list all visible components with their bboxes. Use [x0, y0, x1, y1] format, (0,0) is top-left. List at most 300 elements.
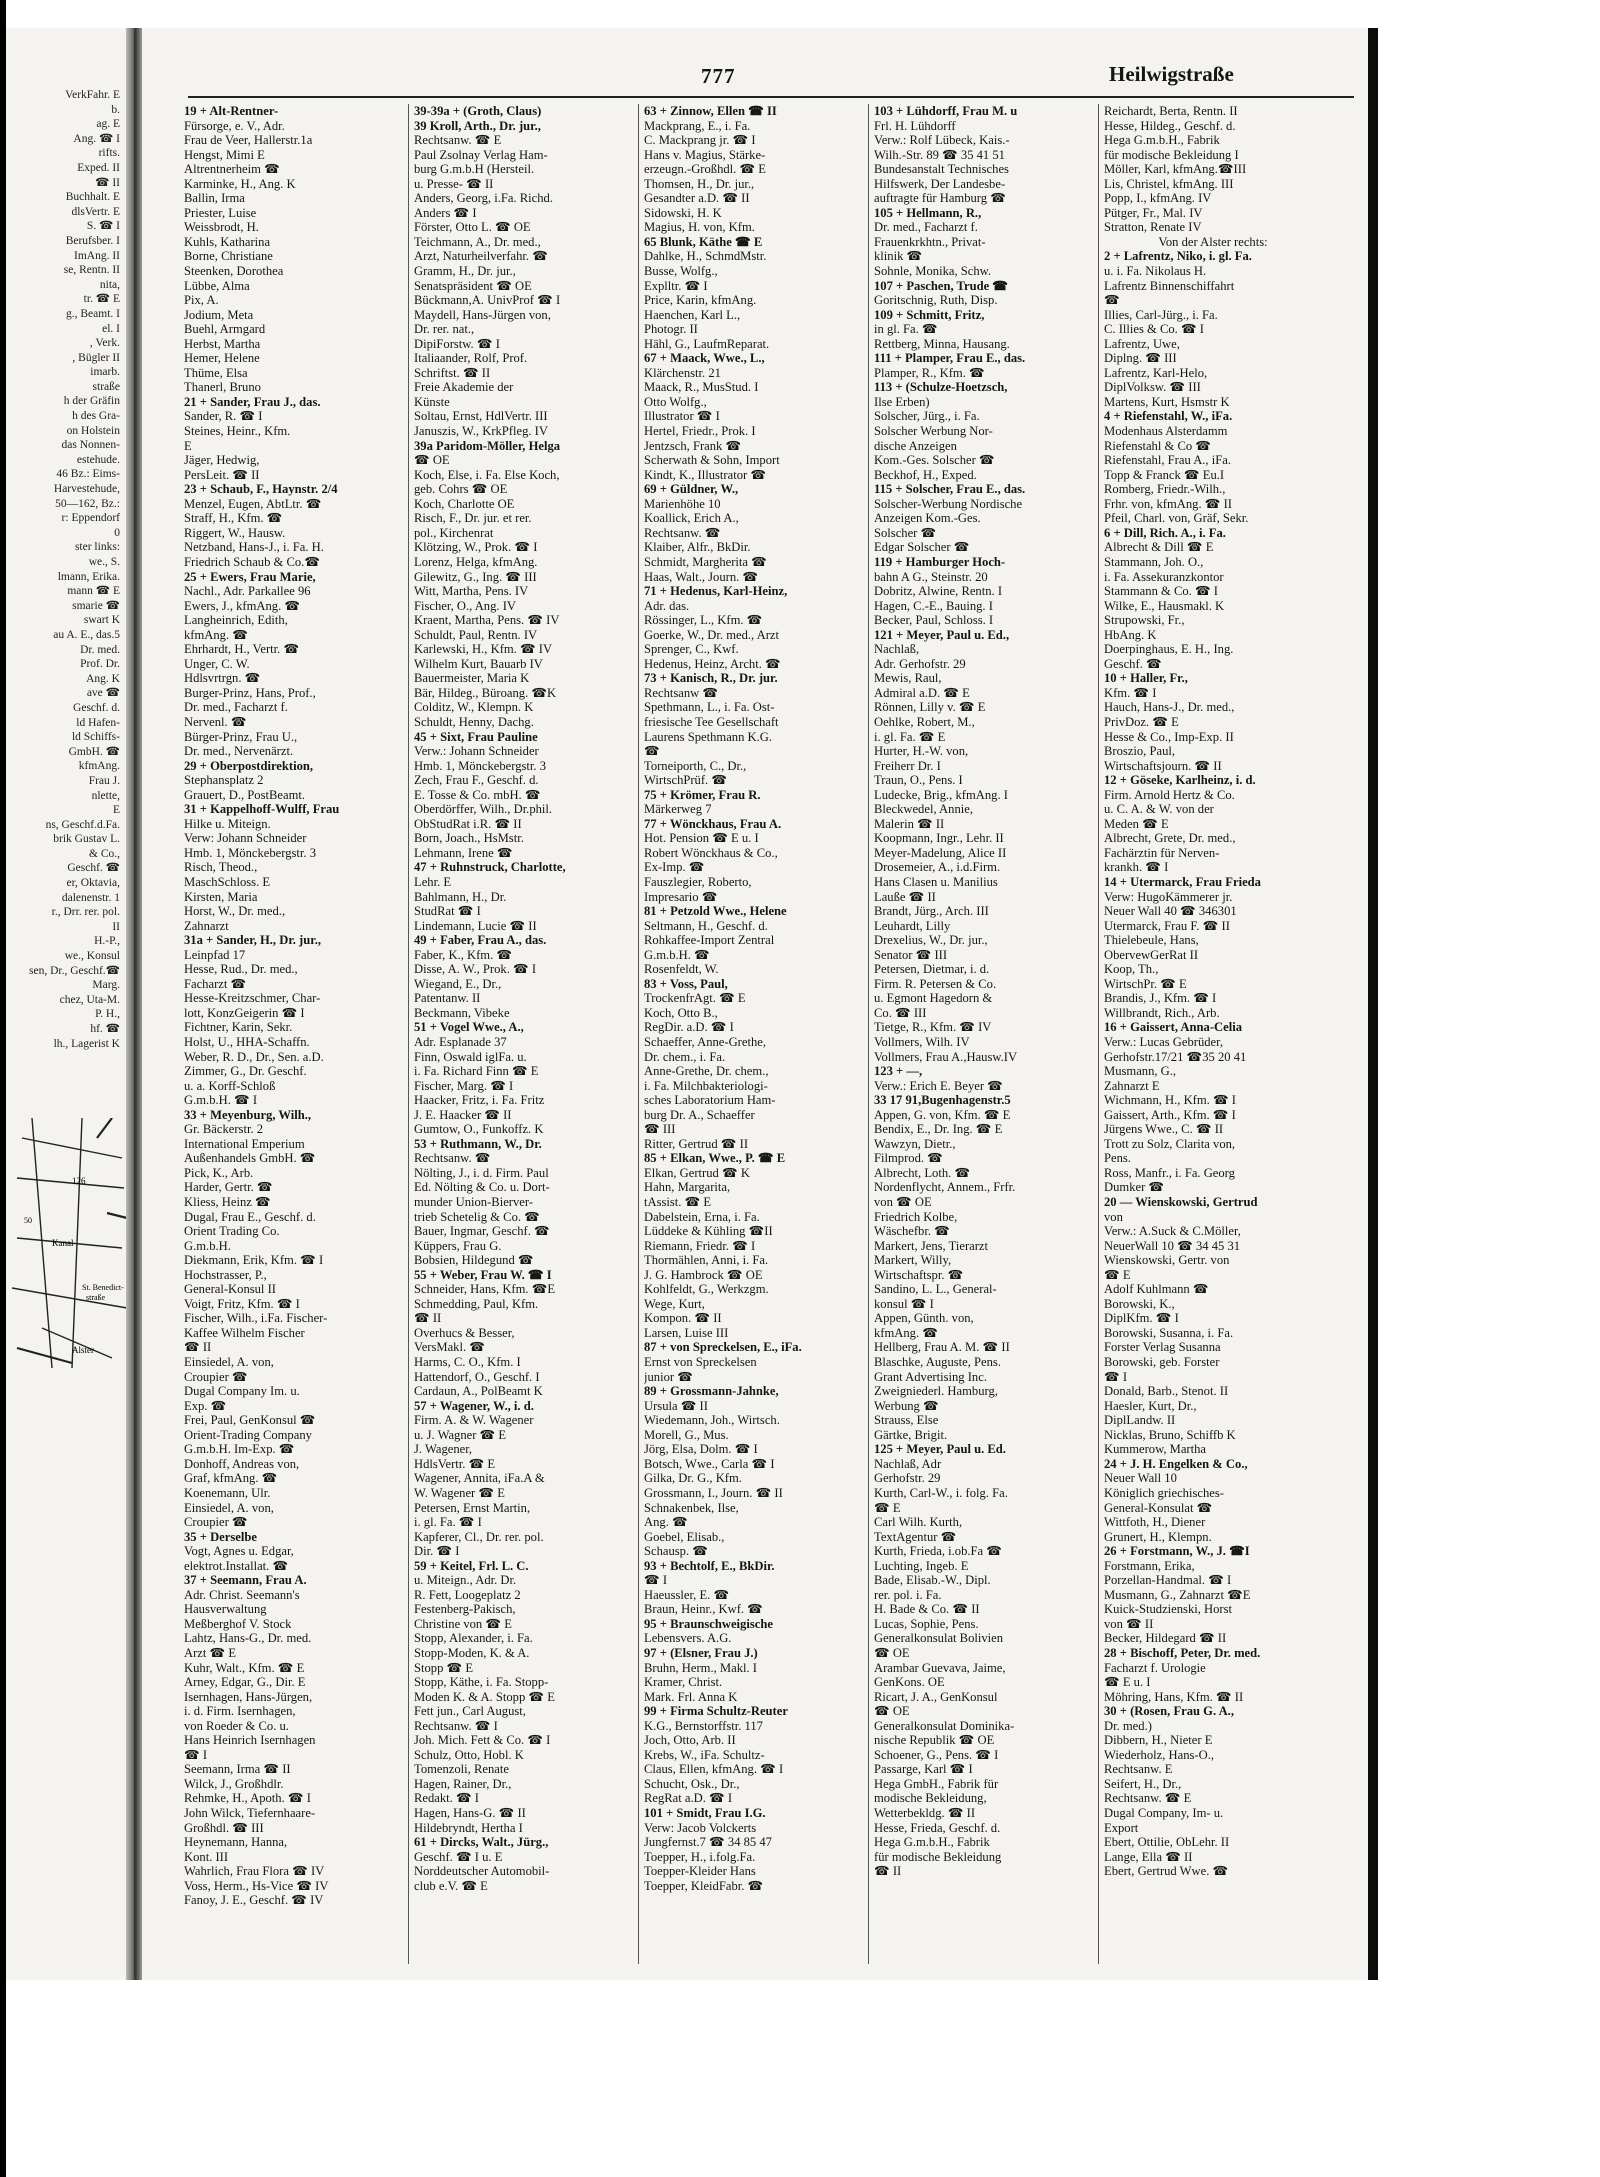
previous-page-line: das Nonnen-: [61, 439, 120, 452]
directory-entry-line: Dugal, Frau E., Geschf. d.: [184, 1209, 316, 1224]
previous-page-line: Buchhalt. E: [65, 191, 120, 204]
directory-entry-line: Toepper, H., i.folg.Fa.: [644, 1849, 756, 1864]
directory-column-2: [414, 104, 632, 1974]
directory-entry-line: Nervenl. ☎: [184, 714, 247, 729]
directory-entry-line: Reichardt, Berta, Rentn. II: [1104, 104, 1238, 118]
directory-entry-line: Firm. A. & W. Wagener: [414, 1413, 534, 1428]
previous-page-line: r: Eppendorf: [61, 512, 120, 525]
directory-entry-line: ☎ I: [644, 1573, 668, 1588]
directory-entry-line: Grauert, D., PostBeamt.: [184, 787, 306, 802]
directory-entry-line: sches Laboratorium Ham-: [644, 1093, 776, 1108]
directory-entry-line: Riefenstahl & Co ☎: [1104, 438, 1211, 453]
directory-entry-line: Thormählen, Anni, i. Fa.: [644, 1253, 769, 1268]
directory-entry-line: ☎ OE: [874, 1704, 910, 1719]
directory-entry-line: Wilke, E., Hausmakl. K: [1104, 598, 1225, 613]
directory-entry-line: Kummerow, Martha: [1104, 1442, 1207, 1457]
directory-entry-line: Finn, Oswald iglFa. u.: [414, 1049, 527, 1064]
directory-entry-line: 6 + Dill, Rich. A., i. Fa.: [1104, 525, 1226, 540]
directory-entry-line: Dumker ☎: [1104, 1180, 1165, 1195]
directory-entry-line: 39a Paridom-Möller, Helga: [414, 438, 561, 453]
directory-entry-line: Dugal Company Im. u.: [184, 1384, 300, 1399]
directory-entry-line: 35 + Derselbe: [184, 1529, 257, 1544]
directory-entry-line: Frl. H. Lühdorff: [874, 118, 956, 133]
directory-entry-line: Croupier ☎: [184, 1369, 248, 1384]
directory-entry-line: G.m.b.H. ☎ I: [184, 1093, 258, 1108]
directory-entry-line: Buehl, Armgard: [184, 322, 266, 337]
directory-entry-line: TrockenfrAgt. ☎ E: [644, 991, 746, 1006]
directory-entry-line: Ross, Manfr., i. Fa. Georg: [1104, 1165, 1235, 1180]
directory-entry-line: Borne, Christiane: [184, 249, 273, 264]
directory-entry-line: 123 + —,: [874, 1064, 923, 1079]
directory-entry-line: Donald, Barb., Stenot. II: [1104, 1384, 1229, 1399]
street-map-inset: [12, 1118, 132, 1368]
directory-entry-line: 87 + von Spreckelsen, E., iFa.: [644, 1340, 802, 1355]
directory-entry-line: Joch, Otto, Arb. II: [644, 1733, 736, 1748]
directory-entry-line: 115 + Solscher, Frau E., das.: [874, 482, 1026, 497]
previous-page-line: chez, Uta-M.: [59, 993, 120, 1006]
directory-entry-line: Dobritz, Alwine, Rentn. I: [874, 584, 1003, 599]
directory-entry-line: Wirtschaftspr. ☎: [874, 1267, 964, 1282]
directory-entry-line: Friedrich Schaub & Co.☎: [184, 554, 321, 569]
directory-entry-line: Gumtow, O., Funkoffz. K: [414, 1122, 544, 1137]
directory-entry-line: Freie Akademie der: [414, 380, 514, 395]
directory-entry-line: Sander, R. ☎ I: [184, 409, 263, 424]
directory-entry-line: 111 + Plamper, Frau E., das.: [874, 351, 1026, 366]
directory-entry-line: Haas, Walt., Journ. ☎: [644, 569, 759, 584]
directory-entry-line: Bückmann,A. UnivProf ☎ I: [414, 293, 561, 308]
previous-page-line: E: [112, 804, 120, 817]
directory-entry-line: ☎ II: [874, 1864, 902, 1879]
directory-entry-line: Firm. Arnold Hertz & Co.: [1104, 787, 1235, 802]
directory-entry-line: Mark. Frl. Anna K: [644, 1689, 738, 1704]
directory-entry-line: Gilewitz, G., Ing. ☎ III: [414, 569, 537, 584]
directory-entry-line: Kapferer, Cl., Dr. rer. pol.: [414, 1529, 544, 1544]
directory-entry-line: Neuer Wall 10: [1104, 1471, 1177, 1486]
directory-entry-line: Elkan, Gertrud ☎ K: [644, 1165, 750, 1180]
directory-entry-line: Rechtsanw. ☎ E: [1104, 1791, 1192, 1806]
directory-entry-line: Bruhn, Herm., Makl. I: [644, 1660, 757, 1675]
directory-entry-line: 24 + J. H. Engelken & Co.,: [1104, 1456, 1248, 1471]
directory-entry-line: Sandino, L. L., General-: [874, 1282, 997, 1297]
directory-entry-line: Kliess, Heinz ☎: [184, 1195, 271, 1210]
directory-entry-line: Wienskowski, Gertr. von: [1104, 1253, 1230, 1268]
directory-entry-line: 61 + Dircks, Walt., Jürg.,: [414, 1835, 549, 1850]
directory-entry-line: Koop, Th.,: [1104, 962, 1159, 977]
directory-entry-line: Koch, Else, i. Fa. Else Koch,: [414, 467, 560, 482]
directory-entry-line: Hesse, Frieda, Geschf. d.: [874, 1820, 1001, 1835]
directory-entry-line: i. gl. Fa. ☎ E: [874, 729, 946, 744]
directory-entry-line: Norddeutscher Automobil-: [414, 1864, 550, 1879]
directory-entry-line: Klaiber, Alfr., BkDir.: [644, 540, 751, 555]
directory-entry-line: 10 + Haller, Fr.,: [1104, 671, 1188, 686]
directory-entry-line: rer. pol. i. Fa.: [874, 1587, 942, 1602]
directory-entry-line: 39-39a + (Groth, Claus): [414, 104, 542, 118]
directory-entry-line: von ☎ II: [1104, 1616, 1154, 1631]
directory-entry-line: 53 + Ruthmann, W., Dr.: [414, 1136, 542, 1151]
directory-entry-line: Nachlaß, Adr: [874, 1456, 942, 1471]
directory-entry-line: Porzellan-Handmal. ☎ I: [1104, 1573, 1232, 1588]
directory-entry-line: Koopmann, Ingr., Lehr. II: [874, 831, 1004, 846]
previous-page-line: dalenenstr. 1: [61, 891, 120, 904]
directory-entry-line: Rechtsanw. E: [1104, 1762, 1173, 1777]
page-number: 777: [701, 64, 736, 88]
directory-entry-line: elektrot.Installat. ☎: [184, 1558, 289, 1573]
previous-page-line: imarb.: [90, 366, 120, 379]
directory-entry-line: Verw: HugoKämmerer jr.: [1104, 889, 1233, 904]
directory-entry-line: Orient-Trading Company: [184, 1427, 312, 1442]
directory-entry-line: Dibbern, H., Nieter E: [1104, 1733, 1213, 1748]
previous-page-line: GmbH. ☎: [68, 745, 120, 758]
directory-entry-line: Admiral a.D. ☎ E: [874, 685, 970, 700]
header-rule: [188, 96, 1354, 98]
directory-entry-line: Leinpfad 17: [184, 947, 246, 962]
directory-entry-line: Sohnle, Monika, Schw.: [874, 264, 992, 279]
directory-entry-line: Rechtsanw. ☎: [644, 525, 721, 540]
directory-entry-line: Schriftst. ☎ II: [414, 365, 491, 380]
directory-entry-line: NeuerWall 10 ☎ 34 45 31: [1104, 1238, 1241, 1253]
directory-entry-line: Pütger, Fr., Mal. IV: [1104, 205, 1203, 220]
directory-entry-line: Verw.: Rolf Lübeck, Kais.-: [874, 133, 1010, 148]
directory-entry-line: DiplKfm. ☎ I: [1104, 1311, 1179, 1326]
directory-entry-line: lott, KonzGeigerin ☎ I: [184, 1005, 305, 1020]
directory-entry-line: Gesandter a.D. ☎ II: [644, 191, 750, 206]
directory-entry-line: Bundesanstalt Technisches: [874, 162, 1009, 177]
directory-entry-line: Lafrentz, Uwe,: [1104, 336, 1180, 351]
previous-page-line: Exped. II: [77, 161, 120, 174]
directory-entry-line: Solscher, Jürg., i. Fa.: [874, 409, 980, 424]
directory-entry-line: Hilke u. Miteign.: [184, 816, 271, 831]
directory-entry-line: 2 + Lafrentz, Niko, i. gl. Fa.: [1104, 249, 1252, 264]
directory-entry-line: Großhdl. ☎ III: [184, 1820, 264, 1835]
directory-entry-line: Illustrator ☎ I: [644, 409, 720, 424]
directory-entry-line: Verw.: Erich E. Beyer ☎: [874, 1078, 1003, 1093]
directory-entry-line: VersMakl. ☎: [414, 1340, 485, 1355]
directory-entry-line: Kuick-Studzienski, Horst: [1104, 1602, 1233, 1617]
directory-entry-line: Dr. med., Nervenärzt.: [184, 744, 294, 759]
directory-entry-line: Außenhandels GmbH. ☎: [184, 1151, 316, 1166]
directory-entry-line: Beckmann, Vibeke: [414, 1005, 510, 1020]
directory-entry-line: Marienhöhe 10: [644, 496, 721, 511]
directory-entry-line: Moden K. & A. Stopp ☎ E: [414, 1689, 555, 1704]
directory-entry-line: 81 + Petzold Wwe., Helene: [644, 904, 787, 919]
previous-page-line: P. H.,: [95, 1008, 120, 1021]
directory-entry-line: Nordenflycht, Annem., Frfr.: [874, 1180, 1016, 1195]
directory-entry-line: Risch, F., Dr. jur. et rer.: [414, 511, 532, 526]
directory-entry-line: Haacker, Fritz, i. Fa. Fritz: [414, 1093, 545, 1108]
directory-entry-line: Schucht, Osk., Dr.,: [644, 1776, 740, 1791]
directory-entry-line: J. Wagener,: [414, 1442, 473, 1457]
directory-entry-line: u. a. Korff-Schloß: [184, 1078, 276, 1093]
directory-entry-line: Price, Karin, kfmAng.: [644, 293, 757, 308]
directory-entry-line: Schoener, G., Pens. ☎ I: [874, 1747, 999, 1762]
directory-entry-line: Ludecke, Brig., kfmAng. I: [874, 787, 1008, 802]
directory-entry-line: Thüme, Elsa: [184, 365, 248, 380]
directory-entry-line: RegDir. a.D. ☎ I: [644, 1020, 734, 1035]
directory-entry-line: Hmb. 1, Mönckebergstr. 3: [414, 758, 546, 773]
directory-entry-line: Lahtz, Hans-G., Dr. med.: [184, 1631, 312, 1646]
directory-entry-line: Hans v. Magius, Stärke-: [644, 147, 766, 162]
directory-entry-line: Altrentnerheim ☎: [184, 162, 280, 177]
directory-entry-line: 33 17 91,Bugenhagenstr.5: [874, 1093, 1011, 1108]
directory-entry-line: Hähl, G., LaufmReparat.: [644, 336, 770, 351]
directory-entry-line: i. Fa. Richard Finn ☎ E: [414, 1064, 539, 1079]
directory-entry-line: Jungfernst.7 ☎ 34 85 47: [644, 1835, 772, 1850]
directory-entry-line: Kramer, Christ.: [644, 1675, 723, 1690]
directory-entry-line: Nölting, J., i. d. Firm. Paul: [414, 1165, 549, 1180]
directory-entry-line: Fichtner, Karin, Sekr.: [184, 1020, 293, 1035]
directory-entry-line: nische Republik ☎ OE: [874, 1733, 995, 1748]
directory-entry-line: 25 + Ewers, Frau Marie,: [184, 569, 316, 584]
directory-entry-line: Dabelstein, Erna, i. Fa.: [644, 1209, 760, 1224]
directory-entry-line: Karminke, H., Ang. K: [184, 176, 296, 191]
directory-entry-line: Holst, U., HHA-Schaffn.: [184, 1035, 310, 1049]
directory-entry-line: Lüddeke & Kühling ☎II: [644, 1224, 773, 1239]
directory-entry-line: Wahrlich, Frau Flora ☎ IV: [184, 1864, 325, 1879]
directory-entry-line: 119 + Hamburger Hoch-: [874, 554, 1006, 569]
directory-entry-line: Gr. Bäckerstr. 2: [184, 1122, 264, 1137]
directory-entry-line: Werbung ☎: [874, 1398, 939, 1413]
directory-entry-line: u. J. Wagner ☎ E: [414, 1427, 507, 1442]
directory-entry-line: Stopp, Käthe, i. Fa. Stopp-: [414, 1675, 549, 1690]
directory-entry-line: R. Fett, Loogeplatz 2: [414, 1587, 521, 1602]
directory-entry-line: Paul Zsolnay Verlag Ham-: [414, 147, 548, 162]
directory-column-3: [644, 104, 862, 1974]
directory-entry-line: Hdlsvrtrgn. ☎: [184, 671, 261, 686]
directory-entry-line: 37 + Seemann, Frau A.: [184, 1573, 307, 1588]
directory-entry-line: Stammann, Joh. O.,: [1104, 554, 1204, 569]
previous-page-line: we., S.: [88, 556, 120, 568]
directory-entry-line: Vollmers, Frau A.,Hausw.IV: [874, 1049, 1018, 1064]
directory-entry-line: Lorenz, Helga, kfmAng.: [414, 554, 538, 569]
directory-entry-line: Lindemann, Lucie ☎ II: [414, 918, 537, 933]
previous-page-line: nlette,: [91, 789, 120, 802]
column-divider: [408, 104, 409, 1964]
directory-entry-line: StudRat ☎ I: [414, 904, 481, 919]
column-divider: [638, 104, 639, 1964]
directory-entry-line: Donhoff, Andreas von,: [184, 1456, 300, 1471]
directory-entry-line: Kuhr, Walt., Kfm. ☎ E: [184, 1660, 305, 1675]
directory-entry-line: Verw: Johann Schneider: [184, 831, 307, 846]
directory-entry-line: Priester, Luise: [184, 205, 257, 220]
directory-entry-line: Schaeffer, Anne-Grethe,: [644, 1035, 766, 1049]
directory-entry-line: Borowski, K.,: [1104, 1296, 1175, 1311]
directory-entry-line: Lauße ☎ II: [874, 889, 936, 904]
directory-entry-line: ObStudRat i.R. ☎ II: [414, 816, 522, 831]
directory-entry-line: Thomsen, H., Dr. jur.,: [644, 176, 755, 191]
directory-entry-line: Impresario ☎: [644, 889, 718, 904]
directory-entry-line: Lis, Christel, kfmAng. III: [1104, 176, 1234, 191]
directory-entry-line: kfmAng. ☎: [184, 627, 248, 642]
directory-entry-line: Graf, kfmAng. ☎: [184, 1471, 278, 1486]
previous-page-line: , Verk.: [89, 337, 120, 350]
directory-entry-line: konsul ☎ I: [874, 1296, 934, 1311]
directory-entry-line: 31 + Kappelhoff-Wulff, Frau: [184, 802, 340, 817]
previous-page-line: swart K: [83, 614, 120, 627]
directory-entry-line: Bauer, Ingmar, Geschf. ☎: [414, 1224, 550, 1239]
map-label-alster: Alster: [72, 1345, 94, 1355]
directory-entry-line: Born, Joach., HsMstr.: [414, 831, 524, 846]
directory-entry-line: Trott zu Solz, Clarita von,: [1104, 1136, 1236, 1151]
directory-entry-line: Hagen, Rainer, Dr.,: [414, 1776, 512, 1791]
directory-entry-line: Romberg, Friedr.-Wilh.,: [1104, 482, 1226, 497]
directory-entry-line: Sidowski, H. K: [644, 205, 722, 220]
directory-entry-line: Fischer, Wilh., i.Fa. Fischer-: [184, 1311, 328, 1326]
directory-entry-line: Explltr. ☎ I: [644, 278, 708, 293]
directory-entry-line: krankh. ☎ I: [1104, 860, 1169, 875]
directory-entry-line: Kurth, Carl-W., i. folg. Fa.: [874, 1485, 1008, 1500]
directory-entry-line: Anders ☎ I: [414, 205, 477, 220]
directory-entry-line: Anders, Georg, i.Fa. Richd.: [414, 191, 553, 206]
directory-entry-line: Adr. Christ. Seemann's: [184, 1587, 300, 1602]
directory-entry-line: Wiederholz, Hans-O.,: [1104, 1747, 1214, 1762]
directory-entry-line: Wetterbekldg. ☎ II: [874, 1805, 976, 1820]
directory-entry-line: 107 + Paschen, Trude ☎: [874, 278, 1008, 293]
directory-entry-line: Drosemeier, A., i.d.Firm.: [874, 860, 1001, 875]
directory-entry-line: Herbst, Martha: [184, 336, 261, 351]
directory-entry-line: 33 + Meyenburg, Wilh.,: [184, 1107, 312, 1122]
directory-entry-line: 21 + Sander, Frau J., das.: [184, 394, 321, 409]
directory-entry-line: General-Konsul II: [184, 1282, 276, 1297]
directory-entry-line: Schmedding, Paul, Kfm.: [414, 1296, 539, 1311]
directory-entry-line: Senator ☎ III: [874, 947, 948, 962]
directory-entry-line: Appen, Günth. von,: [874, 1311, 974, 1326]
directory-entry-line: Hega GmbH., Fabrik für: [874, 1776, 999, 1791]
directory-entry-line: Faber, K., Kfm. ☎: [414, 947, 513, 962]
directory-entry-line: Arambar Guevava, Jaime,: [874, 1660, 1006, 1675]
directory-entry-line: Kuhls, Katharina: [184, 234, 271, 249]
directory-entry-line: Kompon. ☎ II: [644, 1311, 722, 1326]
directory-entry-line: burg Dr. A., Schaeffer: [644, 1107, 755, 1122]
directory-entry-line: Albrecht, Loth. ☎: [874, 1165, 971, 1180]
directory-entry-line: Hmb. 1, Mönckebergstr. 3: [184, 845, 316, 860]
directory-entry-line: Seifert, H., Dr.,: [1104, 1776, 1182, 1791]
directory-entry-line: 95 + Braunschweigische: [644, 1616, 773, 1631]
directory-entry-line: club e.V. ☎ E: [414, 1878, 488, 1893]
directory-entry-line: Diekmann, Erik, Kfm. ☎ I: [184, 1253, 324, 1268]
directory-entry-line: Möller, Karl, kfmAng.☎III: [1104, 162, 1247, 177]
directory-entry-line: Schuldt, Paul, Rentn. IV: [414, 627, 538, 642]
directory-entry-line: auftragte für Hamburg ☎: [874, 191, 1006, 206]
directory-entry-line: 83 + Voss, Paul,: [644, 976, 728, 991]
directory-entry-line: Zimmer, G., Dr. Geschf.: [184, 1064, 307, 1079]
directory-entry-line: Ehrhardt, H., Vertr. ☎: [184, 642, 300, 657]
previous-page-line: ag. E: [96, 118, 120, 131]
directory-entry-line: Rönnen, Lilly v. ☎ E: [874, 700, 986, 715]
previous-page-line: 0: [114, 526, 120, 539]
directory-entry-line: Stratton, Renate IV: [1104, 220, 1202, 235]
directory-entry-line: Facharzt f. Urologie: [1104, 1660, 1206, 1675]
directory-entry-line: 49 + Faber, Frau A., das.: [414, 933, 547, 948]
directory-entry-line: 77 + Wönckhaus, Frau A.: [644, 816, 782, 831]
directory-entry-line: Goerke, W., Dr. med., Arzt: [644, 627, 780, 642]
directory-entry-line: Grant Advertising Inc.: [874, 1369, 987, 1384]
directory-entry-line: Rohkaffee-Import Zentral: [644, 933, 775, 948]
directory-entry-line: Nachlaß,: [874, 642, 920, 657]
directory-entry-line: Wichmann, H., Kfm. ☎ I: [1104, 1093, 1236, 1108]
directory-entry-line: Rechtsanw ☎: [644, 685, 719, 700]
directory-entry-line: Disse, A. W., Prok. ☎ I: [414, 962, 537, 977]
directory-entry-line: friesische Tee Gesellschaft: [644, 714, 779, 729]
directory-entry-line: Ebert, Gertrud Wwe. ☎: [1104, 1864, 1229, 1879]
directory-entry-line: Fanoy, J. E., Geschf. ☎ IV: [184, 1893, 324, 1908]
directory-entry-line: Zahnarzt: [184, 918, 229, 933]
directory-entry-line: Thanerl, Bruno: [184, 380, 261, 395]
directory-entry-line: ☎ I: [1104, 1369, 1128, 1384]
directory-entry-line: Frei, Paul, GenKonsul ☎: [184, 1413, 316, 1428]
directory-entry-line: Fürsorge, e. V., Adr.: [184, 118, 285, 133]
directory-entry-line: Bade, Elisab.-W., Dipl.: [874, 1573, 991, 1588]
directory-entry-line: Wawzyn, Dietr.,: [874, 1136, 956, 1151]
directory-entry-line: Maydell, Hans-Jürgen von,: [414, 307, 551, 322]
directory-entry-line: Risch, Theod.,: [184, 860, 258, 875]
previous-page-line: , Bügler II: [72, 351, 120, 364]
directory-entry-line: Italiaander, Rolf, Prof.: [414, 351, 528, 366]
previous-page-line: S. ☎ I: [86, 220, 120, 233]
directory-entry-line: 99 + Firma Schultz-Reuter: [644, 1704, 788, 1719]
previous-page-line: 46 Bz.: Eims-: [56, 468, 120, 481]
directory-entry-line: Adolf Kuhlmann ☎: [1104, 1282, 1209, 1297]
directory-entry-line: G.m.b.H. ☎: [644, 947, 710, 962]
directory-entry-line: Utermarck, Frau F. ☎ II: [1104, 918, 1230, 933]
directory-entry-line: Fachärztin für Nerven-: [1104, 845, 1220, 860]
previous-page-line: b.: [111, 103, 120, 116]
directory-entry-line: 45 + Sixt, Frau Pauline: [414, 729, 538, 744]
directory-entry-line: Tietge, R., Kfm. ☎ IV: [874, 1020, 992, 1035]
directory-entry-line: Friedrich Kolbe,: [874, 1209, 958, 1224]
directory-entry-line: Busse, Wolfg.,: [644, 264, 718, 279]
previous-page-line: ns, Geschf.d.Fa.: [45, 818, 120, 831]
directory-entry-line: Croupier ☎: [184, 1515, 248, 1530]
directory-entry-line: HbAng. K: [1104, 627, 1157, 642]
directory-entry-line: DiplVolksw. ☎ III: [1104, 380, 1201, 395]
previous-page-line: nita,: [99, 278, 120, 291]
directory-entry-line: Hedenus, Heinz, Archt. ☎: [644, 656, 781, 671]
directory-entry-line: Anzeigen Kom.-Ges.: [874, 511, 981, 526]
directory-entry-line: H. Bade & Co. ☎ II: [874, 1602, 980, 1617]
directory-entry-line: Steenken, Dorothea: [184, 264, 284, 279]
directory-entry-line: Gärtke, Brigit.: [874, 1427, 948, 1442]
directory-entry-line: Koch, Charlotte OE: [414, 496, 515, 511]
directory-entry-line: Laurens Spethmann K.G.: [644, 729, 773, 744]
directory-entry-line: 55 + Weber, Frau W. ☎ I: [414, 1267, 552, 1282]
directory-entry-line: John Wilck, Tiefernhaare-: [184, 1805, 316, 1820]
directory-entry-line: i. gl. Fa. ☎ I: [414, 1515, 482, 1530]
directory-entry-line: Wilck, J., Großhdlr.: [184, 1776, 284, 1791]
directory-entry-line: Appen, G. von, Kfm. ☎ E: [874, 1107, 1011, 1122]
directory-entry-line: Otto Wolfg.,: [644, 394, 707, 409]
directory-entry-line: 29 + Oberpostdirektion,: [184, 758, 314, 773]
directory-entry-line: Witt, Martha, Pens. IV: [414, 584, 529, 599]
directory-entry-line: Toepper-Kleider Hans: [644, 1864, 756, 1879]
directory-entry-line: dische Anzeigen: [874, 438, 957, 453]
directory-entry-line: i. d. Firm. Isernhagen,: [184, 1704, 296, 1719]
directory-entry-line: International Emperium: [184, 1136, 305, 1151]
directory-entry-line: Dir. ☎ I: [414, 1544, 460, 1559]
directory-entry-line: Haesler, Kurt, Dr.,: [1104, 1398, 1197, 1413]
directory-entry-line: Märkerweg 7: [644, 802, 712, 817]
directory-entry-line: J. G. Hambrock ☎ OE: [644, 1267, 763, 1282]
directory-entry-line: Stopp-Moden, K. & A.: [414, 1645, 530, 1660]
directory-entry-line: Wirtschaftsjourn. ☎ II: [1104, 758, 1222, 773]
directory-entry-line: Ang. ☎: [644, 1515, 688, 1530]
directory-entry-line: 16 + Gaissert, Anna-Celia: [1104, 1020, 1243, 1035]
directory-entry-line: WirtschPrüf. ☎: [644, 773, 728, 788]
directory-entry-line: Strupowski, Fr.,: [1104, 613, 1185, 628]
directory-entry-line: C. Mackprang jr. ☎ I: [644, 133, 756, 148]
directory-entry-line: Klötzing, W., Prok. ☎ I: [414, 540, 538, 555]
previous-page-line: Geschf. d.: [73, 701, 120, 714]
directory-entry-line: Bürger-Prinz, Frau U.,: [184, 729, 298, 744]
